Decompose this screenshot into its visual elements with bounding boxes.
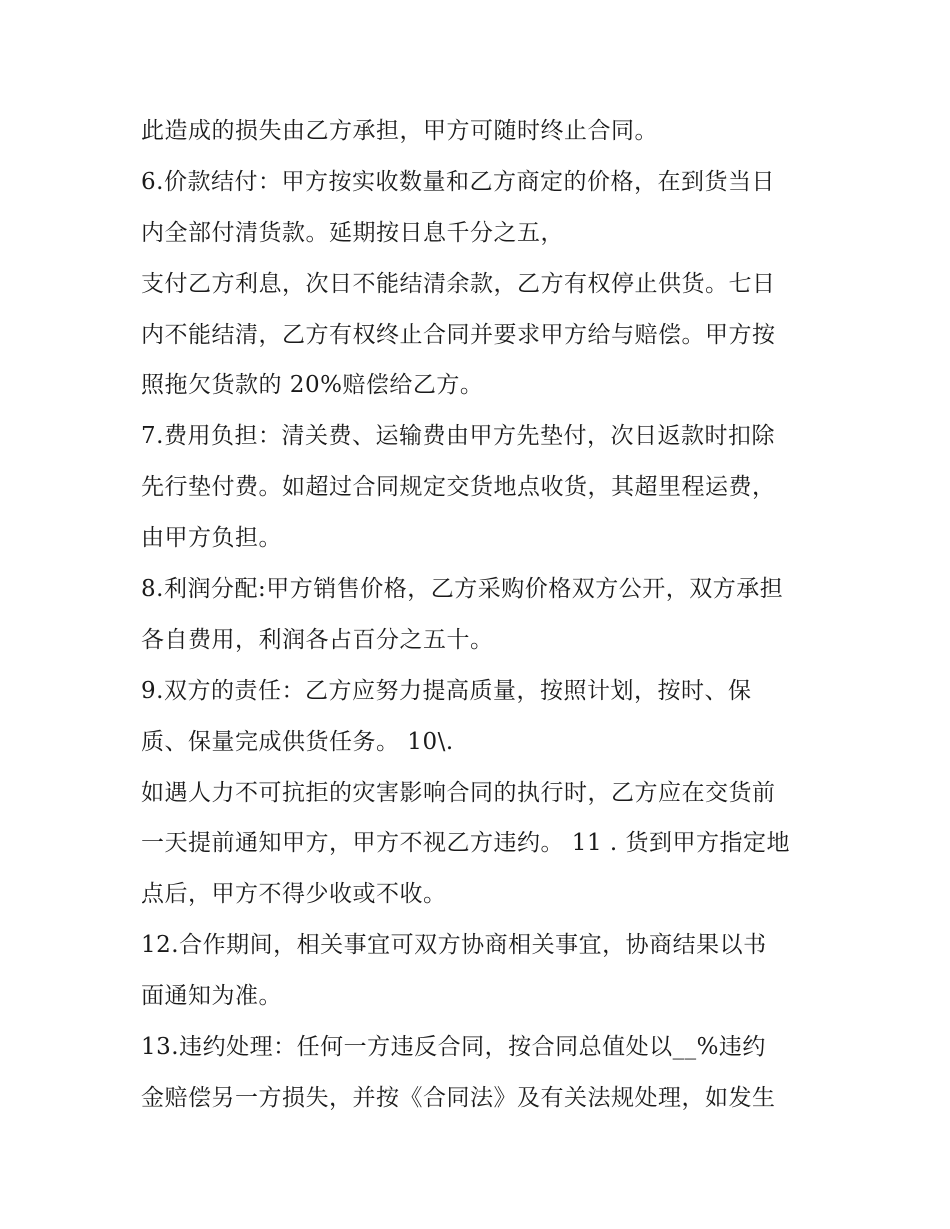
- text-line: 13.违约处理：任何一方违反合同，按合同总值处以__%违约: [141, 1034, 766, 1061]
- text-line: 面通知为准。: [141, 983, 282, 1010]
- text-line: 6.价款结付：甲方按实收数量和乙方商定的价格，在到货当日: [141, 168, 775, 195]
- text-line: 点后，甲方不得少收或不收。: [141, 881, 447, 908]
- contract-text: [141, 106, 831, 1124]
- text-line: 由甲方负担。: [141, 525, 282, 552]
- text-line: 9.双方的责任：乙方应努力提高质量，按照计划，按时、保: [141, 677, 752, 704]
- text-line: 如遇人力不可抗拒的灾害影响合同的执行时，乙方应在交货前: [141, 779, 776, 806]
- text-line: 金赔偿另一方损失，并按《合同法》及有关法规处理，如发生: [141, 1084, 776, 1111]
- text-line: 支付乙方利息，次日不能结清余款，乙方有权停止供货。七日: [141, 270, 776, 297]
- text-line: 内全部付清货款。延期按日息千分之五，: [141, 219, 564, 246]
- text-line: 照拖欠货款的 20%赔偿给乙方。: [141, 372, 484, 399]
- text-line: 此造成的损失由乙方承担，甲方可随时终止合同。: [141, 118, 658, 144]
- text-line: 8.利润分配:甲方销售价格，乙方采购价格双方公开，双方承担: [141, 576, 784, 603]
- text-line: 12.合作期间，相关事宜可双方协商相关事宜，协商结果以书: [141, 932, 767, 959]
- text-line: 质、保量完成供货任务。 10\.: [141, 728, 454, 755]
- text-line: 7.费用负担：清关费、运输费由甲方先垫付，次日返款时扣除: [141, 423, 775, 450]
- text-line: 先行垫付费。如超过合同规定交货地点收货，其超里程运费，: [141, 474, 776, 501]
- text-line: 内不能结清，乙方有权终止合同并要求甲方给与赔偿。甲方按: [141, 321, 776, 348]
- text-line: 各自费用，利润各占百分之五十。: [141, 626, 494, 653]
- text-line: 一天提前通知甲方，甲方不视乙方违约。 11 . 货到甲方指定地: [141, 830, 791, 857]
